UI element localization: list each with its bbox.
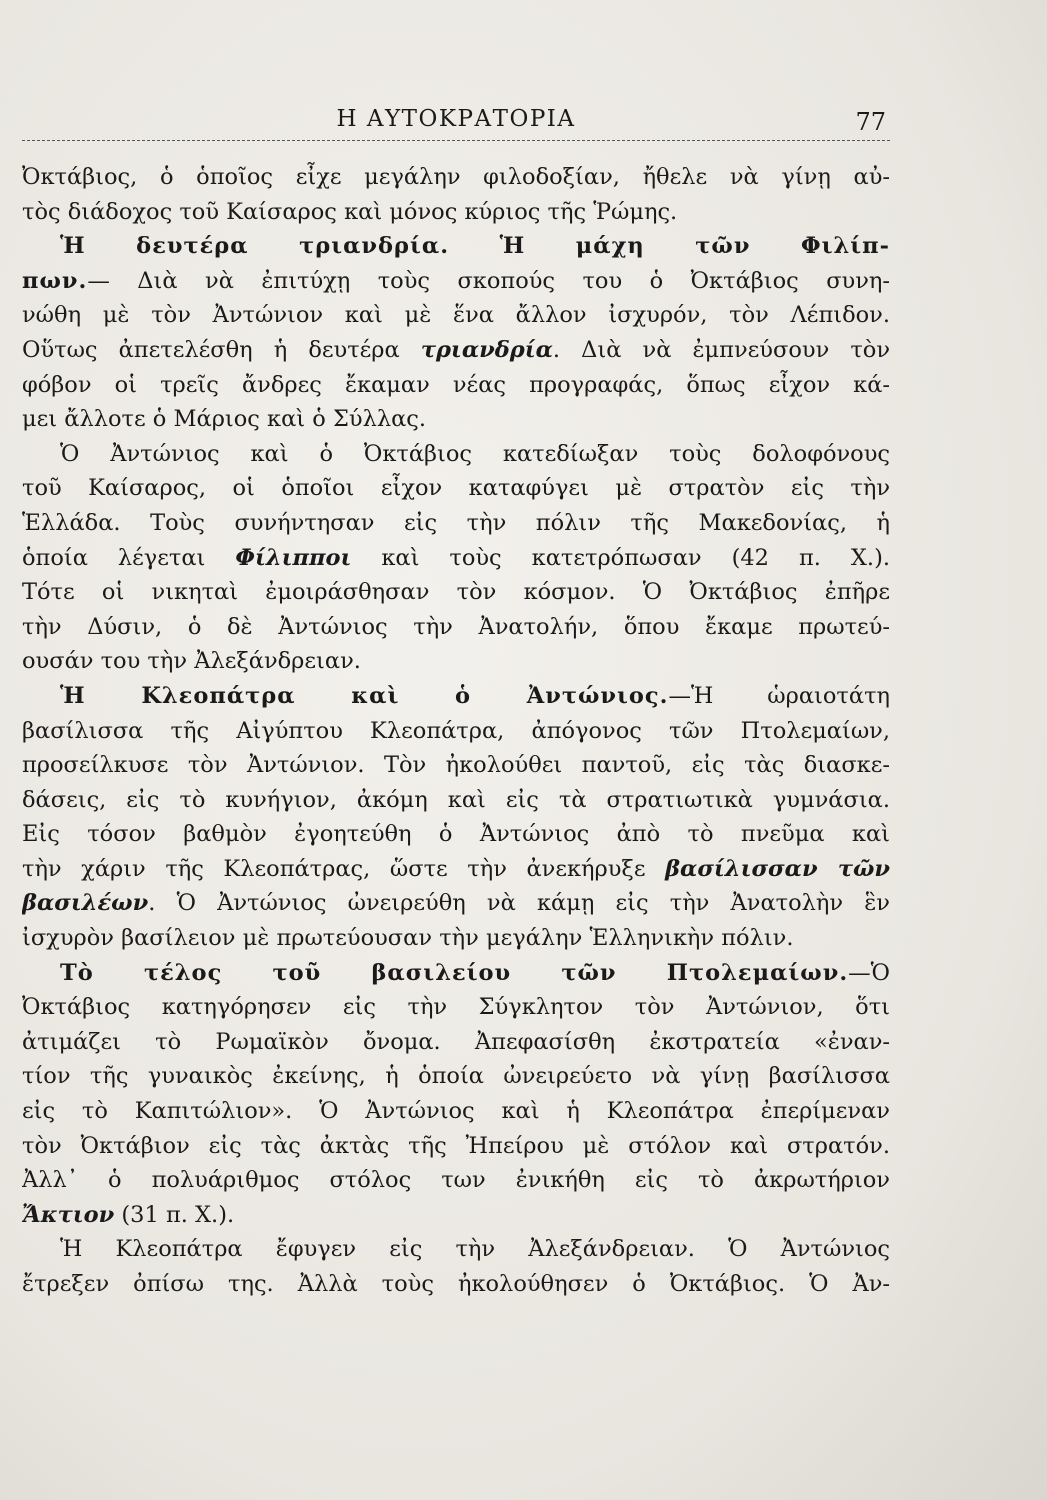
line-text: Ὀκτάβιος κατηγόρησεν εἰς τὴν Σύγκλητον τὸν Ἀντώνιον, ὅτι [22,994,890,1021]
emphasis-term: Φίλιπποι [235,544,352,571]
text-line [22,610,890,645]
page-header [22,106,890,141]
running-title: Η ΑΥΤΟΚΡΑΤΟΡΙΑ [336,106,576,132]
text-line [22,679,890,714]
text-line [22,921,890,956]
text-line [22,714,890,749]
line-text: Ὀκτάβιος, ὁ ὁποῖος εἶχε μεγάλην φιλοδοξίαν, ἤθελε νὰ γίνῃ αὐ- [22,164,890,190]
line-text: τὸν Ὀκτάβιον εἰς τὰς ἀκτὰς τῆς Ἠπείρου μὲ στόλον καὶ στρατόν. [22,1132,890,1159]
section-heading: Ἡ Κλεοπάτρα καὶ ὁ Ἀντώνιος. [60,682,669,709]
emphasis-term: βασίλισσαν τῶν [665,855,890,882]
text-line [22,506,890,541]
line-text: — Διὰ νὰ ἐπιτύχῃ τοὺς σκοπούς του ὁ Ὀκτάβιος συνη- [87,267,890,294]
line-text: βασίλισσα τῆς Αἰγύπτου Κλεοπάτρα, ἀπόγονος τῶν Πτολεμαίων, [22,717,890,744]
line-text: εἰς τὸ Καπιτώλιον». Ὁ Ἀντώνιος καὶ ἡ Κλεοπάτρα ἐπερίμεναν [22,1098,890,1125]
line-text: φόβον οἱ τρεῖς ἄνδρες ἔκαμαν νέας προγραφάς, ὅπως εἶχον κά- [22,371,890,398]
text-line [22,783,890,818]
line-text: . Διὰ νὰ ἐμπνεύσουν τὸν [552,336,890,363]
line-text: ἔτρεξεν ὀπίσω της. Ἀλλὰ τοὺς ἠκολούθησεν ὁ Ὀκτάβιος. Ὁ Ἀν- [22,1271,890,1297]
line-text: προσείλκυσε τὸν Ἀντώνιον. Τὸν ἠκολούθει παντοῦ, εἰς τὰς διασκε- [22,752,890,779]
line-text: τὴν Δύσιν, ὁ δὲ Ἀντώνιος τὴν Ἀνατολήν, ὅπου ἔκαμε πρωτεύ- [22,613,890,640]
line-text: τίον τῆς γυναικὸς ἐκείνης, ἡ ὁποία ὠνειρεύετο νὰ γίνῃ βασίλισσα [22,1063,890,1090]
page-number: 77 [855,108,886,136]
text-line [22,1232,890,1267]
section-heading: Τὸ τέλος τοῦ βασιλείου τῶν Πτολεμαίων. [60,959,849,986]
line-text: ὁποία λέγεται [22,544,236,571]
text-line [22,160,890,195]
text-line [22,1163,890,1198]
text-line [22,852,890,887]
line-text: Ἑλλάδα. Τοὺς συνήντησαν εἰς τὴν πόλιν τῆς Μακεδονίας, ἡ [22,509,890,536]
emphasis-term: βασιλέων [22,890,149,917]
line-text: Ὁ Ἀντώνιος καὶ ὁ Ὀκτάβιος κατεδίωξαν τοὺς δολοφόνους [60,440,890,467]
line-text: . Ὁ Ἀντώνιος ὠνειρεύθη νὰ κάμῃ εἰς τὴν Ἀνατολὴν ἓν [148,890,890,917]
emphasis-term: τριανδρία [420,336,553,363]
text-line [22,229,890,264]
text-line [22,644,890,679]
line-text: —Ἡ ὡραιοτάτη [668,682,890,709]
line-text: Οὕτως ἀπετελέσθη ἡ δευτέρα [22,336,421,363]
text-line [22,402,890,437]
line-text: τὸς διάδοχος τοῦ Καίσαρος καὶ μόνος κύριος τῆς Ῥώμης. [22,198,678,225]
emphasis-term: Ἄκτιον [22,1201,115,1228]
section-heading: Ἡ δευτέρα τριανδρία. Ἡ μάχη τῶν Φιλίπ- [60,233,890,260]
line-text: Ἡ Κλεοπάτρα ἔφυγεν εἰς τὴν Ἀλεξάνδρειαν. Ὁ Ἀντώνιος [60,1236,890,1263]
line-text: καὶ τοὺς κατετρόπωσαν (42 π. Χ.). [351,544,890,571]
text-line [22,1198,890,1233]
line-text: ἰσχυρὸν βασίλειον μὲ πρωτεύουσαν τὴν μεγάλην Ἑλληνικὴν πόλιν. [22,925,794,952]
line-text: Εἰς τόσον βαθμὸν ἐγοητεύθη ὁ Ἀντώνιος ἀπὸ τὸ πνεῦμα καὶ [22,821,890,848]
text-line [22,990,890,1025]
text-line [22,1094,890,1129]
line-text: ουσάν του τὴν Ἀλεξάνδρειαν. [22,648,361,675]
text-line [22,195,890,230]
line-text: —Ὁ [848,959,890,986]
section-heading: πων. [22,267,88,294]
text-line [22,1059,890,1094]
text-line [22,264,890,299]
body-text [22,160,890,1302]
line-text: τοῦ Καίσαρος, οἱ ὁποῖοι εἶχον καταφύγει μὲ στρατὸν εἰς τὴν [22,475,890,502]
text-line [22,1025,890,1060]
line-text: δάσεις, εἰς τὸ κυνήγιον, ἀκόμη καὶ εἰς τὰ στρατιωτικὰ γυμνάσια. [22,786,890,813]
text-line [22,471,890,506]
line-text: Τότε οἱ νικηταὶ ἐμοιράσθησαν τὸν κόσμον. Ὁ Ὀκτάβιος ἐπῆρε [22,579,890,606]
text-line [22,956,890,991]
text-line [22,817,890,852]
text-line [22,575,890,610]
text-line [22,886,890,921]
line-text: τὴν χάριν τῆς Κλεοπάτρας, ὥστε τὴν ἀνεκήρυξε [22,855,666,882]
text-line [22,368,890,403]
line-text: μει ἄλλοτε ὁ Μάριος καὶ ὁ Σύλλας. [22,406,427,433]
text-line [22,748,890,783]
line-text: νώθη μὲ τὸν Ἀντώνιον καὶ μὲ ἕνα ἄλλον ἰσχυρόν, τὸν Λέπιδον. [22,302,890,329]
line-text: Ἀλλ᾽ ὁ πολυάριθμος στόλος των ἐνικήθη εἰς τὸ ἀκρωτήριον [22,1167,890,1194]
text-line [22,333,890,368]
text-line [22,298,890,333]
line-text: ἀτιμάζει τὸ Ρωμαϊκὸν ὄνομα. Ἀπεφασίσθη ἐκστρατεία «ἐναν- [22,1028,890,1055]
line-text: (31 π. Χ.). [114,1201,235,1228]
text-line [22,541,890,576]
text-line [22,1267,890,1302]
text-line [22,1129,890,1164]
text-line [22,437,890,472]
